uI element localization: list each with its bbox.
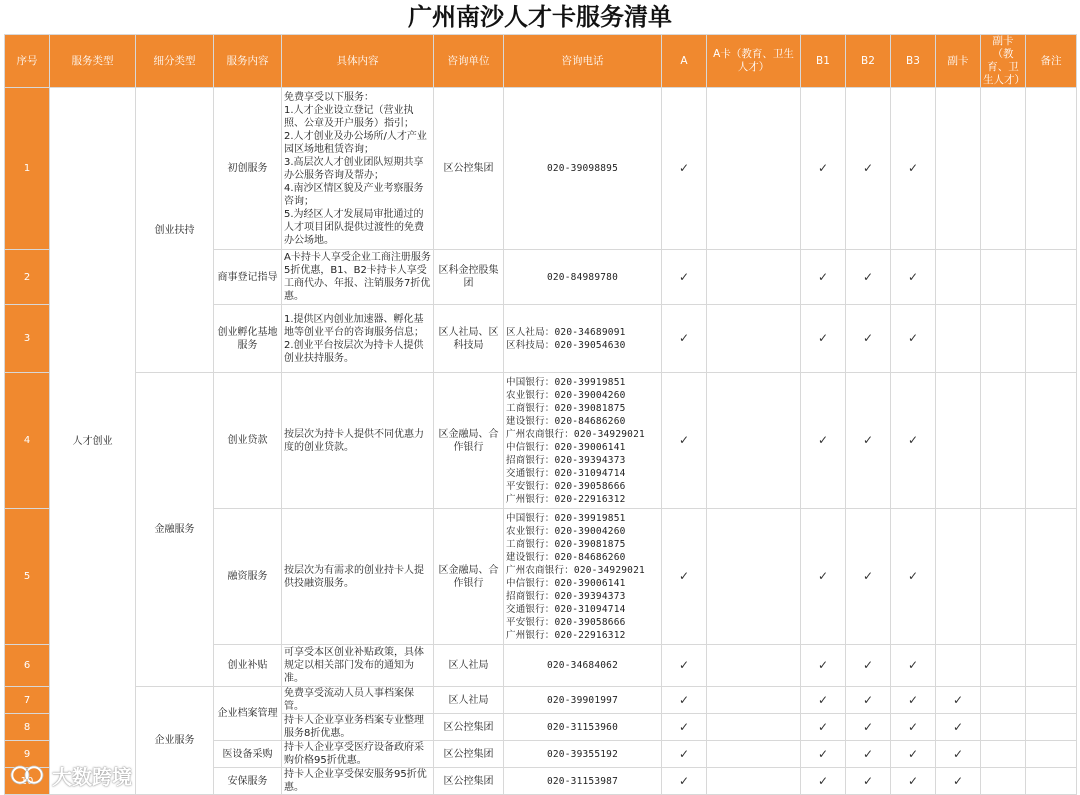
header-subtype: 细分类型 xyxy=(136,35,214,88)
empty-cell xyxy=(936,305,981,373)
service-content: 企业档案管理 xyxy=(214,687,282,741)
check-b2: ✓ xyxy=(846,714,891,741)
row-no: 8 xyxy=(5,714,50,741)
check-a: ✓ xyxy=(662,88,707,250)
empty-cell xyxy=(707,305,801,373)
header-remark: 备注 xyxy=(1026,35,1077,88)
check-b1: ✓ xyxy=(801,509,846,645)
empty-cell xyxy=(707,768,801,795)
header-service-type: 服务类型 xyxy=(50,35,136,88)
row-no: 3 xyxy=(5,305,50,373)
row-no: 7 xyxy=(5,687,50,714)
empty-cell xyxy=(936,88,981,250)
header-b1: B1 xyxy=(801,35,846,88)
row-no: 9 xyxy=(5,741,50,768)
empty-cell xyxy=(707,373,801,509)
service-detail: 免费享受以下服务： 1.人才企业设立登记（营业执照、公章及开户服务）指引； 2.人才创业及办公场所/人才产业园区场地租赁咨询； 3.高层次人才创业团队短期共享办公服务咨询及帮办； 4.南沙区情区貌及产业考察服务咨询； 5.为经区人才发展局审批通过的人才项目团队提供过渡性的免费办公场地。 xyxy=(282,88,434,250)
empty-cell xyxy=(1026,305,1077,373)
check-b3: ✓ xyxy=(891,645,936,687)
consult-phone: 020-84989780 xyxy=(504,250,662,305)
check-b3: ✓ xyxy=(891,250,936,305)
check-a: ✓ xyxy=(662,687,707,714)
check-b1: ✓ xyxy=(801,714,846,741)
service-content: 医设备采购 xyxy=(214,741,282,768)
check-b2: ✓ xyxy=(846,687,891,714)
empty-cell xyxy=(1026,509,1077,645)
check-b3: ✓ xyxy=(891,687,936,714)
empty-cell xyxy=(981,645,1026,687)
header-b3: B3 xyxy=(891,35,936,88)
service-detail: 按层次为有需求的创业持卡人提供投融资服务。 xyxy=(282,509,434,645)
empty-cell xyxy=(1026,741,1077,768)
empty-cell xyxy=(1026,373,1077,509)
check-a: ✓ xyxy=(662,645,707,687)
consult-phone: 020-39355192 xyxy=(504,741,662,768)
empty-cell xyxy=(707,741,801,768)
check-a: ✓ xyxy=(662,250,707,305)
check-a: ✓ xyxy=(662,714,707,741)
row-no: 2 xyxy=(5,250,50,305)
service-detail: 持卡人企业享受医疗设备政府采购价格95折优惠。 xyxy=(282,741,434,768)
consult-unit: 区科金控股集团 xyxy=(434,250,504,305)
header-no: 序号 xyxy=(5,35,50,88)
empty-cell xyxy=(981,88,1026,250)
page-title: 广州南沙人才卡服务清单 xyxy=(408,2,672,31)
consult-unit: 区公控集团 xyxy=(434,88,504,250)
header-b2: B2 xyxy=(846,35,891,88)
service-detail: 可享受本区创业补贴政策，具体规定以相关部门发布的通知为准。 xyxy=(282,645,434,687)
check-b2: ✓ xyxy=(846,250,891,305)
check-b3: ✓ xyxy=(891,305,936,373)
empty-cell xyxy=(936,373,981,509)
check-sub-card: ✓ xyxy=(936,768,981,795)
row-no: 4 xyxy=(5,373,50,509)
check-a: ✓ xyxy=(662,373,707,509)
check-b1: ✓ xyxy=(801,741,846,768)
check-b2: ✓ xyxy=(846,88,891,250)
check-b2: ✓ xyxy=(846,741,891,768)
watermark-logo-icon xyxy=(8,763,48,787)
consult-unit: 区金融局、合作银行 xyxy=(434,509,504,645)
empty-cell xyxy=(981,768,1026,795)
check-sub-card: ✓ xyxy=(936,714,981,741)
header-unit: 咨询单位 xyxy=(434,35,504,88)
header-a: A xyxy=(662,35,707,88)
empty-cell xyxy=(707,714,801,741)
row-no: 6 xyxy=(5,645,50,687)
service-table xyxy=(4,34,1077,795)
empty-cell xyxy=(707,509,801,645)
empty-cell xyxy=(981,305,1026,373)
check-b3: ✓ xyxy=(891,88,936,250)
empty-cell xyxy=(1026,768,1077,795)
subtype-cell: 企业服务 xyxy=(136,687,214,795)
check-b1: ✓ xyxy=(801,250,846,305)
check-b1: ✓ xyxy=(801,687,846,714)
check-b3: ✓ xyxy=(891,373,936,509)
service-content: 创业补贴 xyxy=(214,645,282,687)
empty-cell xyxy=(707,645,801,687)
check-a: ✓ xyxy=(662,768,707,795)
consult-unit: 区金融局、合作银行 xyxy=(434,373,504,509)
check-b3: ✓ xyxy=(891,768,936,795)
check-b1: ✓ xyxy=(801,305,846,373)
service-detail: 按层次为持卡人提供不同优惠力度的创业贷款。 xyxy=(282,373,434,509)
consult-phone: 020-39901997 xyxy=(504,687,662,714)
empty-cell xyxy=(707,250,801,305)
check-b2: ✓ xyxy=(846,373,891,509)
empty-cell xyxy=(981,687,1026,714)
watermark xyxy=(8,760,132,790)
consult-unit: 区人社局 xyxy=(434,687,504,714)
check-b1: ✓ xyxy=(801,645,846,687)
header-a-edu: A卡（教育、卫生人才） xyxy=(707,35,801,88)
empty-cell xyxy=(981,373,1026,509)
check-b1: ✓ xyxy=(801,88,846,250)
check-sub-card: ✓ xyxy=(936,687,981,714)
check-sub-card: ✓ xyxy=(936,741,981,768)
service-detail: A卡持卡人享受企业工商注册服务5折优惠，B1、B2卡持卡人享受工商代办、年报、注销服务7折优惠。 xyxy=(282,250,434,305)
consult-phone: 020-34684062 xyxy=(504,645,662,687)
check-b2: ✓ xyxy=(846,645,891,687)
empty-cell xyxy=(981,250,1026,305)
service-type-cell: 人才创业 xyxy=(50,88,136,795)
consult-phone: 中国银行：020-39919851 农业银行：020-39004260 工商银行：020-39081875 建设银行：020-84686260 广州农商银行：020-34929021 中信银行：020-39006141 招商银行：020-39394373 交通银行：020-31094714 平安银行：020-39058666 广州银行：020-22916312 xyxy=(504,509,662,645)
check-b2: ✓ xyxy=(846,305,891,373)
empty-cell xyxy=(936,509,981,645)
watermark-text: 大数跨境 xyxy=(52,764,132,789)
check-b3: ✓ xyxy=(891,509,936,645)
empty-cell xyxy=(1026,714,1077,741)
empty-cell xyxy=(981,741,1026,768)
header-sub-card-edu: 副卡（教育、卫生人才） xyxy=(981,35,1026,88)
check-b3: ✓ xyxy=(891,714,936,741)
service-content: 商事登记指导 xyxy=(214,250,282,305)
service-detail: 持卡人企业享业务档案专业整理服务8折优惠。 xyxy=(282,714,434,741)
row-no: 10 xyxy=(5,768,50,795)
empty-cell xyxy=(707,88,801,250)
check-a: ✓ xyxy=(662,305,707,373)
empty-cell xyxy=(1026,687,1077,714)
check-a: ✓ xyxy=(662,741,707,768)
header-service-content: 服务内容 xyxy=(214,35,282,88)
check-b3: ✓ xyxy=(891,741,936,768)
header-sub-card: 副卡 xyxy=(936,35,981,88)
check-b1: ✓ xyxy=(801,373,846,509)
service-detail: 1.提供区内创业加速器、孵化基地等创业平台的咨询服务信息； 2.创业平台按层次为持卡人提供创业扶持服务。 xyxy=(282,305,434,373)
service-content: 初创服务 xyxy=(214,88,282,250)
empty-cell xyxy=(981,714,1026,741)
consult-unit: 区公控集团 xyxy=(434,714,504,741)
header-row xyxy=(5,35,1077,88)
table-row xyxy=(5,373,1077,509)
table-row xyxy=(5,88,1077,250)
service-content: 安保服务 xyxy=(214,768,282,795)
consult-phone: 区人社局：020-34689091 区科技局：020-39054630 xyxy=(504,305,662,373)
header-phone: 咨询电话 xyxy=(504,35,662,88)
empty-cell xyxy=(1026,645,1077,687)
consult-phone: 020-31153987 xyxy=(504,768,662,795)
check-b1: ✓ xyxy=(801,768,846,795)
check-b2: ✓ xyxy=(846,509,891,645)
service-content: 创业孵化基地服务 xyxy=(214,305,282,373)
consult-unit: 区人社局、区科技局 xyxy=(434,305,504,373)
check-b2: ✓ xyxy=(846,768,891,795)
service-detail: 持卡人企业享受保安服务95折优惠。 xyxy=(282,768,434,795)
subtype-cell: 金融服务 xyxy=(136,373,214,687)
header-detail: 具体内容 xyxy=(282,35,434,88)
consult-phone: 020-39098895 xyxy=(504,88,662,250)
empty-cell xyxy=(981,509,1026,645)
service-detail: 免费享受流动人员人事档案保管。 xyxy=(282,687,434,714)
empty-cell xyxy=(1026,250,1077,305)
empty-cell xyxy=(1026,88,1077,250)
empty-cell xyxy=(936,645,981,687)
subtype-cell: 创业扶持 xyxy=(136,88,214,373)
consult-unit: 区公控集团 xyxy=(434,768,504,795)
consult-unit: 区人社局 xyxy=(434,645,504,687)
empty-cell xyxy=(707,687,801,714)
service-content: 融资服务 xyxy=(214,509,282,645)
consult-phone: 中国银行：020-39919851 农业银行：020-39004260 工商银行：020-39081875 建设银行：020-84686260 广州农商银行：020-34929021 中信银行：020-39006141 招商银行：020-39394373 交通银行：020-31094714 平安银行：020-39058666 广州银行：020-22916312 xyxy=(504,373,662,509)
row-no: 1 xyxy=(5,88,50,250)
empty-cell xyxy=(936,250,981,305)
table-row xyxy=(5,687,1077,714)
consult-unit: 区公控集团 xyxy=(434,741,504,768)
consult-phone: 020-31153960 xyxy=(504,714,662,741)
service-content: 创业贷款 xyxy=(214,373,282,509)
check-a: ✓ xyxy=(662,509,707,645)
row-no: 5 xyxy=(5,509,50,645)
